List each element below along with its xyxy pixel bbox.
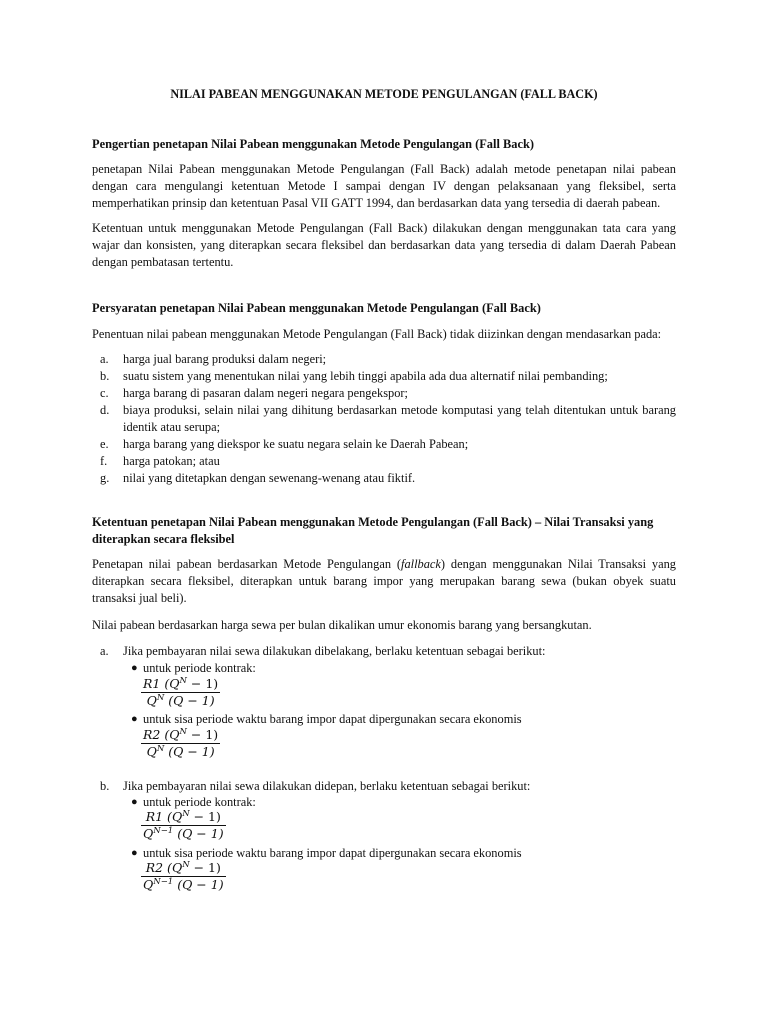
section-3-heading: Ketentuan penetapan Nilai Pabean menggunakan Metode Pengulangan (Fall Back) – Nilai Transaksi yang diterapkan secara fleksibel	[92, 515, 654, 546]
list-item-text: nilai yang ditetapkan dengan sewenang-wenang atau fiktif.	[123, 471, 416, 485]
list-item-text: harga patokan; atau	[123, 454, 220, 468]
list-item	[92, 385, 676, 402]
list-marker: b.	[100, 369, 110, 383]
section-2-intro: Penentuan nilai pabean menggunakan Metode Pengulangan (Fall Back) tidak diizinkan dengan mendasarkan pada:	[92, 327, 662, 341]
bullet-text: untuk periode kontrak:	[143, 661, 256, 675]
list-marker: a.	[100, 644, 109, 658]
list-item	[92, 436, 676, 453]
list-item-text: harga jual barang produksi dalam negeri;	[123, 352, 327, 366]
list-marker: c.	[100, 386, 109, 400]
bullet-text: untuk sisa periode waktu barang impor dapat dipergunakan secara ekonomis	[143, 846, 522, 860]
formula-b-2	[141, 860, 226, 893]
list-item-text: suatu sistem yang menentukan nilai yang lebih tinggi apabila ada dua alternatif nilai pembanding;	[123, 369, 608, 383]
list-marker: a.	[100, 352, 109, 366]
section-2-heading: Persyaratan penetapan Nilai Pabean menggunakan Metode Pengulangan (Fall Back)	[92, 301, 541, 315]
document-title: NILAI PABEAN MENGGUNAKAN METODE PENGULANGAN (FALL BACK)	[170, 87, 598, 101]
list-item-text: biaya produksi, selain nilai yang dihitung berdasarkan metode komputasi yang telah ditentukan untuk barang identik atau serupa;	[123, 403, 676, 434]
case-b-text: Jika pembayaran nilai sewa dilakukan didepan, berlaku ketentuan sebagai berikut:	[123, 779, 531, 793]
list-item	[92, 470, 676, 487]
formula-denominator: $Q^{N-1}$ (Q − 1)	[143, 877, 224, 892]
list-item	[92, 368, 676, 385]
bullet-icon: ●	[131, 796, 138, 808]
list-item-text: harga barang yang diekspor ke suatu negara selain ke Daerah Pabean;	[123, 437, 469, 451]
text-run: Penetapan nilai pabean berdasarkan Metode Pengulangan (	[92, 557, 401, 571]
formula-a-1	[141, 676, 220, 709]
bullet-text: untuk sisa periode waktu barang impor dapat dipergunakan secara ekonomis	[143, 712, 522, 726]
prohibited-basis-list	[92, 351, 676, 487]
section-3-paragraph-2: Nilai pabean berdasarkan harga sewa per bulan dikalikan umur ekonomis barang yang bersangkutan.	[92, 618, 592, 632]
list-marker: e.	[100, 437, 109, 451]
section-1-paragraph-1: penetapan Nilai Pabean menggunakan Metode Pengulangan (Fall Back) adalah metode penetapan nilai pabean dengan cara mengulangi ketentuan Metode I sampai dengan IV dengan pelaksanaan yang fleksibel, serta memperhatikan prinsip dan ketentuan Pasal VII GATT 1994, dan berdasarkan data yang tersedia di daerah pabean.	[92, 162, 676, 210]
section-1-paragraph-2: Ketentuan untuk menggunakan Metode Pengulangan (Fall Back) dilakukan dengan menggunakan tata cara yang wajar dan konsisten, yang diterapkan secara fleksibel dan berdasarkan data yang tersedia di dalam Daerah Pabean dengan pembatasan tertentu.	[92, 221, 676, 269]
formula-b-1	[141, 809, 226, 842]
formula-numerator: R2 $(Q^N - 1)$	[145, 860, 221, 875]
list-item-text: harga barang di pasaran dalam negeri negara pengekspor;	[123, 386, 408, 400]
list-item	[92, 351, 676, 368]
section-3-paragraph-1	[92, 556, 676, 607]
bullet-text: untuk periode kontrak:	[143, 795, 256, 809]
formula-a-2	[141, 727, 220, 760]
bullet-icon: ●	[131, 662, 138, 674]
list-marker: b.	[100, 779, 110, 793]
list-marker: f.	[100, 454, 108, 468]
text-run: ) dengan menggunakan Nilai Transaksi yang diterapkan secara fleksibel, diterapkan untuk barang impor yang merupakan barang sewa (bukan obyek suatu transaksi jual beli).	[92, 557, 676, 605]
formula-numerator: R1 $(Q^N - 1)$	[145, 809, 221, 824]
list-item	[92, 402, 676, 436]
list-marker: d.	[100, 403, 110, 417]
formula-denominator: $Q^N$ (Q − 1)	[141, 692, 220, 709]
case-a-text: Jika pembayaran nilai sewa dilakukan dibelakang, berlaku ketentuan sebagai berikut:	[123, 644, 546, 658]
italic-term: fallback	[401, 557, 441, 571]
bullet-icon: ●	[131, 847, 138, 859]
formula-denominator: $Q^N$ (Q − 1)	[141, 743, 220, 760]
list-item	[92, 453, 676, 470]
list-marker: g.	[100, 471, 110, 485]
formula-numerator: R1 $(Q^N - 1)$	[143, 676, 219, 691]
formula-denominator: $Q^{N-1}$ (Q − 1)	[143, 826, 224, 841]
section-1-heading: Pengertian penetapan Nilai Pabean menggunakan Metode Pengulangan (Fall Back)	[92, 137, 534, 151]
bullet-icon: ●	[131, 713, 138, 725]
formula-numerator: R2 $(Q^N - 1)$	[143, 727, 219, 742]
